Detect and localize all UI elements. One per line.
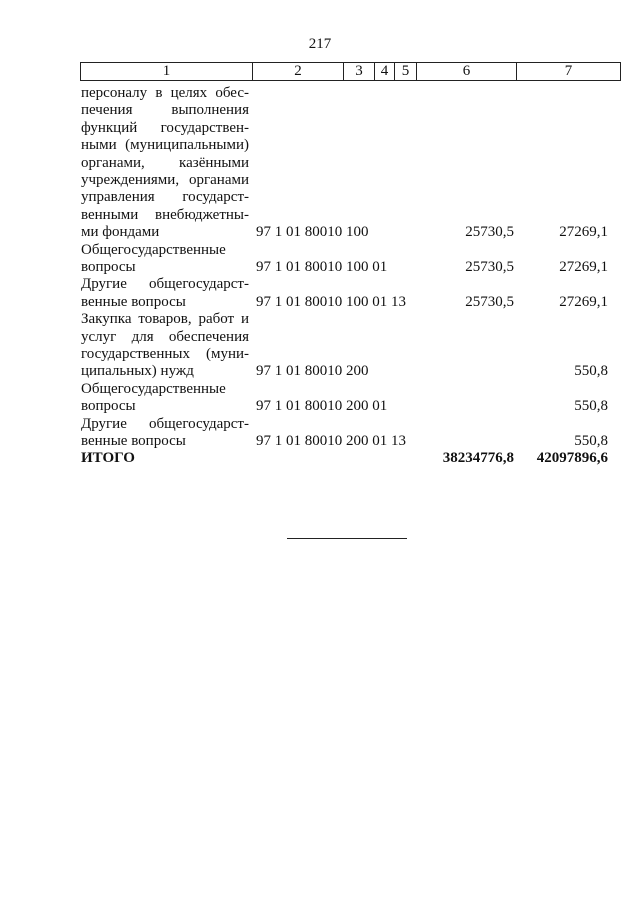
row-value-col7: 550,8 xyxy=(574,432,608,449)
row-description xyxy=(81,85,249,242)
description-line: ными (муниципальными) xyxy=(81,137,249,154)
total-row xyxy=(0,450,640,467)
description-line: Другие общегосударст- xyxy=(81,415,249,432)
row-code: 97 1 01 80010 200 01 xyxy=(256,398,388,415)
row-value-col7: 27269,1 xyxy=(559,224,608,241)
description-line: венные вопросы xyxy=(81,293,186,310)
table-row xyxy=(0,85,640,242)
header-col-6: 6 xyxy=(417,63,517,80)
row-code: 97 1 01 80010 100 xyxy=(256,224,369,241)
row-value-col6: 25730,5 xyxy=(465,293,514,310)
table-row xyxy=(0,242,640,277)
description-line: вопросы xyxy=(81,398,136,415)
row-description xyxy=(81,276,249,311)
header-col-5: 5 xyxy=(395,63,417,80)
description-line: Другие общегосударст- xyxy=(81,276,249,293)
header-col-7: 7 xyxy=(564,63,573,79)
description-line: органами, казёнными xyxy=(81,154,249,171)
description-line: венные вопросы xyxy=(81,432,186,449)
row-code: 97 1 01 80010 200 01 13 xyxy=(256,432,406,449)
row-description xyxy=(81,311,249,381)
row-code: 97 1 01 80010 100 01 xyxy=(256,258,388,275)
total-col7: 42097896,6 xyxy=(536,450,608,467)
description-line: вопросы xyxy=(81,259,136,275)
description-line: Общегосударственные xyxy=(81,380,226,397)
description-line: услуг для обеспечения xyxy=(81,328,249,345)
total-col6: 38234776,8 xyxy=(442,450,514,467)
table-row xyxy=(0,276,640,311)
row-value-col6: 25730,5 xyxy=(465,224,514,241)
description-line: Общегосударственные xyxy=(81,241,226,258)
table-body xyxy=(0,85,640,468)
row-description xyxy=(81,381,249,416)
description-line: венными внебюджетны- xyxy=(81,206,249,223)
description-line: учреждениями, органами xyxy=(81,172,249,189)
total-label: ИТОГО xyxy=(81,450,135,467)
description-line: управления государст- xyxy=(81,189,249,206)
header-col-4: 4 xyxy=(375,63,395,80)
description-line: Закупка товаров, работ и xyxy=(81,311,249,328)
header-col-2: 2 xyxy=(253,63,344,80)
header-col-3: 3 xyxy=(344,63,375,80)
header-col-1: 1 xyxy=(81,63,253,80)
row-value-col6: 25730,5 xyxy=(465,258,514,275)
table-row xyxy=(0,416,640,451)
row-code: 97 1 01 80010 200 xyxy=(256,363,369,380)
description-line: печения выполнения xyxy=(81,102,249,119)
description-line: ми фондами xyxy=(81,224,160,241)
table-row xyxy=(0,381,640,416)
table-row xyxy=(0,311,640,381)
row-value-col7: 27269,1 xyxy=(559,293,608,310)
description-line: ципальных) нужд xyxy=(81,363,194,380)
row-value-col7: 550,8 xyxy=(574,363,608,380)
row-value-col7: 27269,1 xyxy=(559,258,608,275)
page-number: 217 xyxy=(308,36,332,52)
end-divider xyxy=(287,538,407,539)
description-line: персоналу в целях обес- xyxy=(81,85,249,101)
row-value-col7: 550,8 xyxy=(574,398,608,415)
description-line: государственных (муни- xyxy=(81,346,249,362)
table-header xyxy=(80,62,621,81)
row-description xyxy=(81,416,249,451)
description-line: функций государствен- xyxy=(81,119,249,136)
row-code: 97 1 01 80010 100 01 13 xyxy=(256,293,406,310)
row-description xyxy=(81,242,249,277)
